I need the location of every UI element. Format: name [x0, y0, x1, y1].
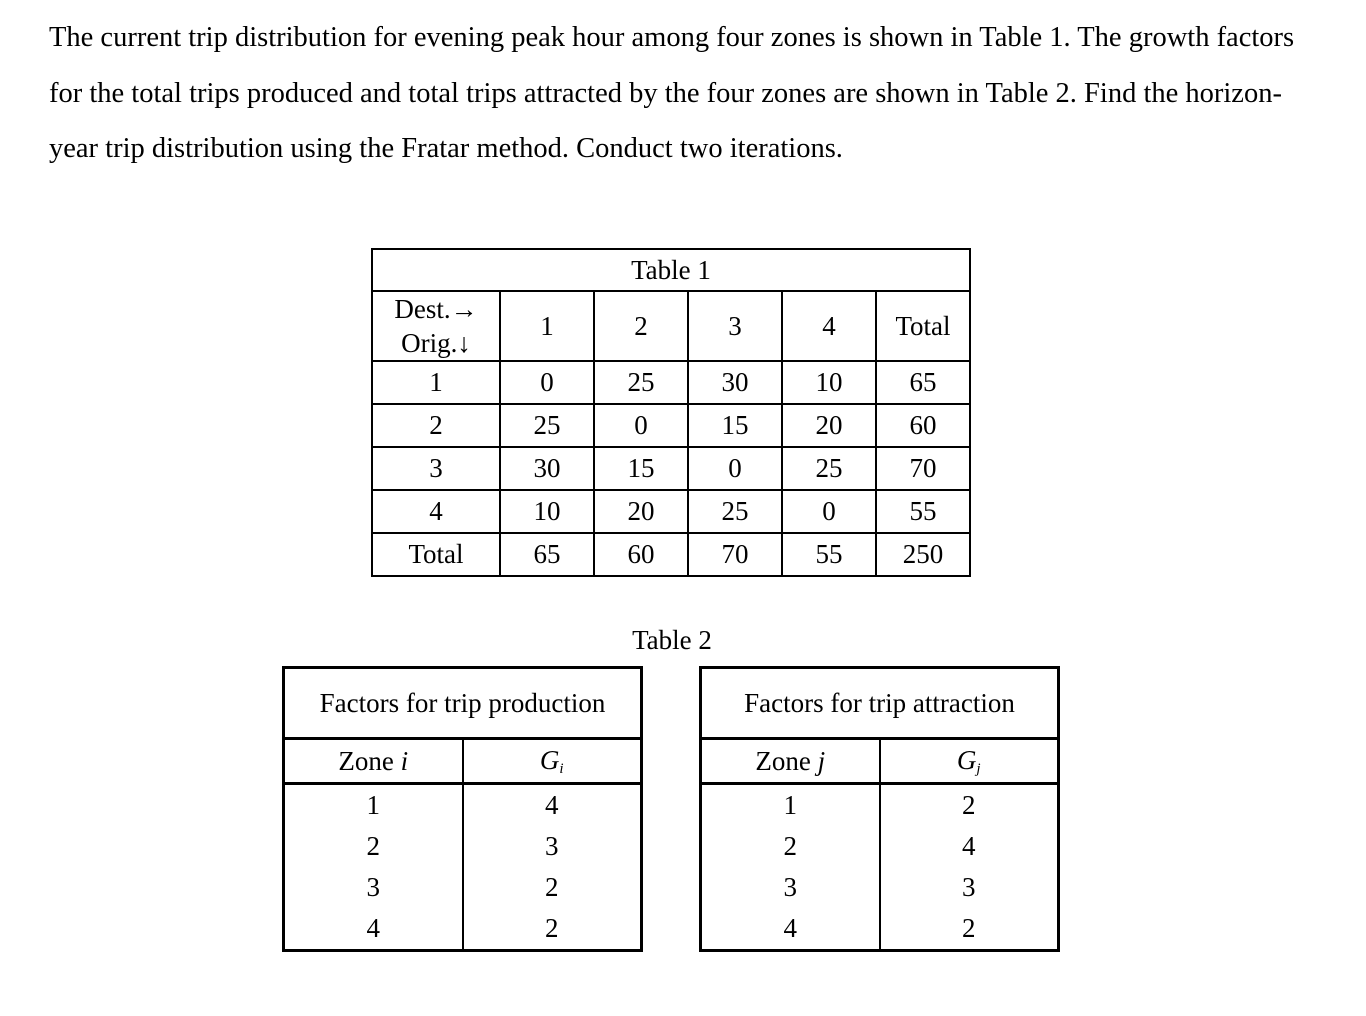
row-label: 4	[372, 490, 500, 533]
table-cell: 0	[500, 361, 594, 404]
table-cell: 30	[688, 361, 782, 404]
table-cell: 70	[876, 447, 970, 490]
table-cell: 65	[876, 361, 970, 404]
table-cell: 60	[594, 533, 688, 576]
table-cell: 70	[688, 533, 782, 576]
zone-cell: 2	[284, 826, 463, 867]
factor-header: $G_i$	[463, 739, 642, 784]
table-1-trip-distribution	[371, 248, 971, 577]
factor-cell: 4	[463, 784, 642, 827]
column-header: 2	[594, 291, 688, 361]
table-row	[284, 867, 642, 908]
column-header: 3	[688, 291, 782, 361]
table-row	[372, 447, 970, 490]
zone-cell: 4	[701, 908, 880, 951]
table-cell: 0	[594, 404, 688, 447]
table-cell: 65	[500, 533, 594, 576]
factor-cell: 3	[463, 826, 642, 867]
zone-cell: 2	[701, 826, 880, 867]
table-row	[284, 826, 642, 867]
table-cell: 55	[782, 533, 876, 576]
factor-cell: 4	[880, 826, 1059, 867]
zone-cell: 3	[701, 867, 880, 908]
table-1-caption: Table 1	[372, 249, 970, 291]
table-2-caption: Table 2	[632, 625, 712, 655]
attraction-title: Factors for trip attraction	[701, 668, 1059, 739]
zone-header: Zone i	[284, 739, 463, 784]
table-cell: 0	[782, 490, 876, 533]
table-total-row	[372, 533, 970, 576]
table-cell: 55	[876, 490, 970, 533]
factor-cell: 2	[880, 784, 1059, 827]
factor-header: $G_j$	[880, 739, 1059, 784]
table-cell: 25	[594, 361, 688, 404]
zone-cell: 3	[284, 867, 463, 908]
column-header: Total	[876, 291, 970, 361]
table-row	[372, 490, 970, 533]
problem-statement: The current trip distribution for evening peak hour among four zones is shown in Table 1. The growth factors for the total trips produced and total trips attracted by the four zones are shown in Table 2. Find the horizon-year trip distribution using the Fratar method. Conduct two iterations.	[49, 22, 1295, 164]
row-label: 2	[372, 404, 500, 447]
table-cell: 25	[500, 404, 594, 447]
table-row	[701, 784, 1059, 827]
factor-cell: 2	[463, 867, 642, 908]
factor-cell: 2	[463, 908, 642, 951]
row-label: 3	[372, 447, 500, 490]
table-cell: 10	[782, 361, 876, 404]
table-row	[284, 784, 642, 827]
table-cell: 60	[876, 404, 970, 447]
factor-cell: 3	[880, 867, 1059, 908]
zone-cell: 1	[701, 784, 880, 827]
production-title: Factors for trip production	[284, 668, 642, 739]
factor-cell: 2	[880, 908, 1059, 951]
column-header: 1	[500, 291, 594, 361]
column-header: 4	[782, 291, 876, 361]
zone-cell: 1	[284, 784, 463, 827]
table-1-header-row	[372, 291, 970, 361]
table-row	[701, 908, 1059, 951]
table-cell: 30	[500, 447, 594, 490]
table-cell: 0	[688, 447, 782, 490]
dest-label: Dest.→	[394, 294, 478, 324]
table-row	[701, 826, 1059, 867]
corner-header	[372, 291, 500, 361]
table-cell: 250	[876, 533, 970, 576]
table-cell: 25	[688, 490, 782, 533]
table-cell: 15	[594, 447, 688, 490]
table-cell: 20	[594, 490, 688, 533]
table-cell: 25	[782, 447, 876, 490]
orig-label: Orig.↓	[401, 328, 471, 358]
table-row	[701, 867, 1059, 908]
table-cell: 20	[782, 404, 876, 447]
table-row	[284, 908, 642, 951]
zone-cell: 4	[284, 908, 463, 951]
production-factors-table	[282, 666, 643, 952]
table-row	[372, 404, 970, 447]
table-row	[372, 361, 970, 404]
attraction-factors-table	[699, 666, 1060, 952]
row-label: Total	[372, 533, 500, 576]
table-cell: 10	[500, 490, 594, 533]
row-label: 1	[372, 361, 500, 404]
zone-header: Zone j	[701, 739, 880, 784]
table-cell: 15	[688, 404, 782, 447]
